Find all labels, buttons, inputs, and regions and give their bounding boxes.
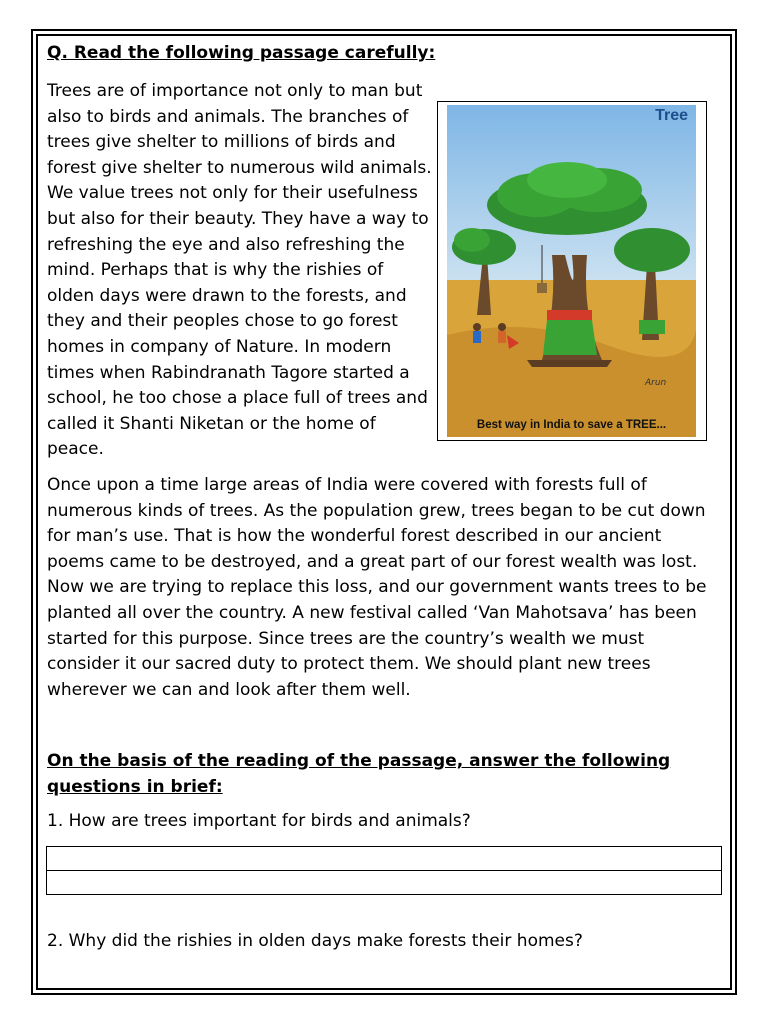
question-2: 2. Why did the rishies in olden days make forests their homes? bbox=[47, 931, 583, 951]
tree-cartoon-image bbox=[447, 105, 696, 437]
question-1: 1. How are trees important for birds and animals? bbox=[47, 811, 471, 831]
svg-text:Arun: Arun bbox=[645, 378, 667, 388]
illustration-caption: Best way in India to save a TREE... bbox=[476, 419, 667, 431]
illustration-title: Tree bbox=[655, 107, 688, 124]
answer-box-1[interactable] bbox=[46, 846, 722, 895]
answer-line bbox=[47, 870, 721, 871]
question-title: Q. Read the following passage carefully: bbox=[47, 43, 436, 63]
questions-heading: On the basis of the reading of the passage, answer the following questions in brief: bbox=[47, 751, 671, 797]
tree-illustration bbox=[447, 105, 696, 437]
passage-paragraph-2: Once upon a time large areas of India were covered with forests full of numerous kinds of trees. As the population grew, trees began to be cut down for man’s use. That is how the wonderful forest described in our ancient poems came to be destroyed, and a great part of our forest wealth was lost. Now we are trying to replace this loss, and our government wants trees to be planted all over the country. A new festival called ‘Van Mahotsava’ has been started for this purpose. Since trees are the country’s wealth we must consider it our sacred duty to protect them. We should plant new trees wherever we can and look after them well. bbox=[47, 475, 707, 700]
passage-paragraph-1: Trees are of importance not only to man but also to birds and animals. The branches of trees give shelter to millions of birds and forest give shelter to numerous wild animals. We value trees not only for their usefulness but also for their beauty. They have a way to refreshing the eye and also refreshing the mind. Perhaps that is why the rishies of olden days were drawn to the forests, and they and their peoples chose to go forest homes in company of Nature. In modern times when Rabindranath Tagore started a school, he too chose a place full of trees and called it Shanti Niketan or the home of peace. bbox=[47, 81, 432, 460]
